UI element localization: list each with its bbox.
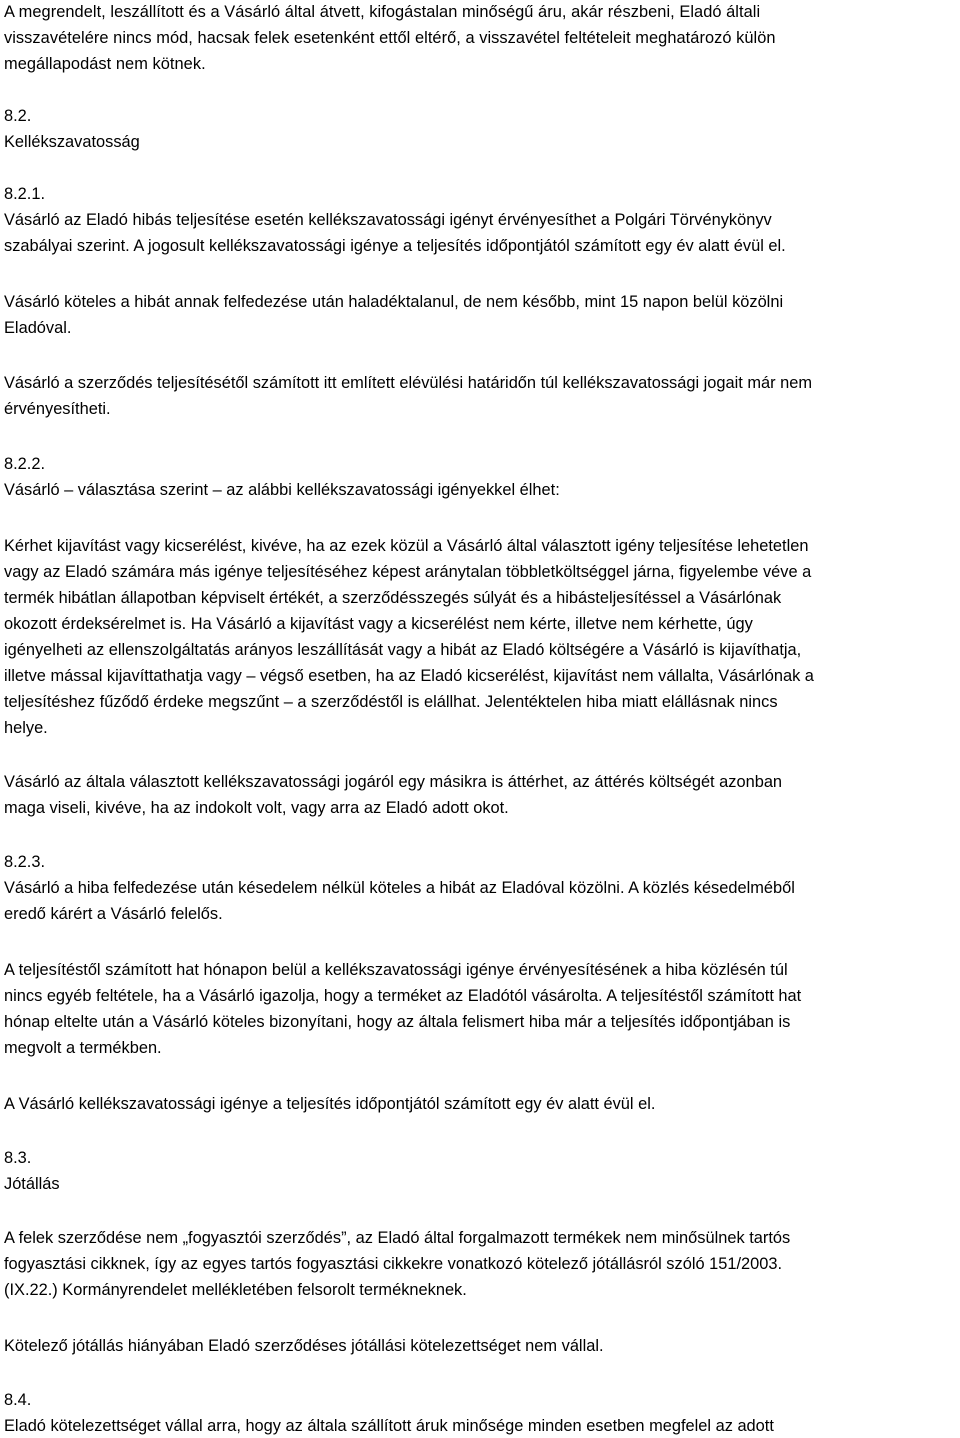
text-line: Vásárló a szerződés teljesítésétől számított itt említett elévülési határidőn túl kellékszavatossági jogait már nem (4, 374, 813, 392)
section-title: Kellékszavatosság (4, 133, 140, 151)
text-line: okozott érdeksérelmet is. Ha Vásárló a kijavítást vagy a kicserélést nem kérte, illetve nem kérhette, úgy (4, 615, 753, 633)
text-line: A Vásárló kellékszavatossági igénye a teljesítés időpontjától számított egy év alatt évül el. (4, 1095, 656, 1113)
text-line: Vásárló az Eladó hibás teljesítése esetén kellékszavatossági igényt érvényesíthet a Polgári Törvénykönyv (4, 211, 772, 229)
text-line: (IX.22.) Kormányrendelet mellékletében felsorolt termékneknek. (4, 1281, 467, 1299)
text-line: érvényesítheti. (4, 400, 111, 418)
text-line: Vásárló köteles a hibát annak felfedezése után haladéktalanul, de nem később, mint 15 napon belül közölni (4, 293, 784, 311)
text-line: megállapodást nem kötnek. (4, 55, 206, 73)
text-line: eredő kárért a Vásárló felelős. (4, 905, 223, 923)
text-line: Vásárló az általa választott kellékszavatossági jogáról egy másikra is áttérhet, az áttérés költségét azonban (4, 773, 783, 791)
text-line: helye. (4, 719, 48, 737)
text-line: Eladóval. (4, 319, 72, 337)
text-line: termék hibátlan állapotban képviselt értékét, a szerződésszegés súlyát és a hibásteljesítéssel a Vásárlónak (4, 589, 782, 607)
text-line: A megrendelt, leszállított és a Vásárló által átvett, kifogástalan minőségű áru, akár részbeni, Eladó általi (4, 3, 761, 21)
section-number: 8.4. (4, 1391, 32, 1409)
text-line: Kötelező jótállás hiányában Eladó szerződéses jótállási kötelezettséget nem vállal. (4, 1337, 604, 1355)
text-line: szabályai szerint. A jogosult kellékszavatossági igénye a teljesítés időpontjától számított egy év alatt évül el. (4, 237, 786, 255)
text-line: Vásárló – választása szerint – az alábbi kellékszavatossági igényekkel élhet: (4, 481, 560, 499)
text-line: Vásárló a hiba felfedezése után késedelem nélkül köteles a hibát az Eladóval közölni. A közlés késedelméből (4, 879, 795, 897)
section-number: 8.2.1. (4, 185, 46, 203)
text-line: visszavételére nincs mód, hacsak felek esetenként ettől eltérő, a visszavétel feltételeit meghatározó külön (4, 29, 776, 47)
text-line: illetve mással kijavíttathatja vagy – végső esetben, ha az Eladó kicserélést, kijavítást nem vállalta, Vásárlónak a (4, 667, 814, 685)
section-title: Jótállás (4, 1175, 60, 1193)
section-number: 8.2. (4, 107, 32, 125)
text-line: A felek szerződése nem „fogyasztói szerződés”, az Eladó által forgalmazott termékek nem minősülnek tartós (4, 1229, 791, 1247)
section-number: 8.3. (4, 1149, 32, 1167)
text-line: igényelheti az ellenszolgáltatás arányos leszállítását vagy a hibát az Eladó költségére a Vásárló is kijavíthatja, (4, 641, 802, 659)
text-line: nincs egyéb feltétele, ha a Vásárló igazolja, hogy a terméket az Eladótól vásárolta. A teljesítéstől számított hat (4, 987, 802, 1005)
section-number: 8.2.3. (4, 853, 46, 871)
text-line: vagy az Eladó számára más igénye teljesítéséhez képest aránytalan többletköltséggel járna, figyelembe véve a (4, 563, 812, 581)
text-line: teljesítéshez fűződő érdeke megszűnt – a szerződéstől is elállhat. Jelentéktelen hiba miatt elállásnak nincs (4, 693, 778, 711)
text-line: hónap eltelte után a Vásárló köteles bizonyítani, hogy az általa felismert hiba már a teljesítés időpontjában is (4, 1013, 791, 1031)
text-line: megvolt a termékben. (4, 1039, 162, 1057)
text-line: fogyasztási cikknek, így az egyes tartós fogyasztási cikkekre vonatkozó kötelező jótállásról szóló 151/2003. (4, 1255, 783, 1273)
section-number: 8.2.2. (4, 455, 46, 473)
text-line: Kérhet kijavítást vagy kicserélést, kivéve, ha az ezek közül a Vásárló által választott igény teljesítése lehetetlen (4, 537, 809, 555)
text-line: Eladó kötelezettséget vállal arra, hogy az általa szállított áruk minősége minden esetben megfelel az adott (4, 1417, 774, 1435)
text-line: A teljesítéstől számított hat hónapon belül a kellékszavatossági igénye érvényesítésének a hiba közlésén túl (4, 961, 788, 979)
text-line: maga viseli, kivéve, ha az indokolt volt, vagy arra az Eladó adott okot. (4, 799, 509, 817)
